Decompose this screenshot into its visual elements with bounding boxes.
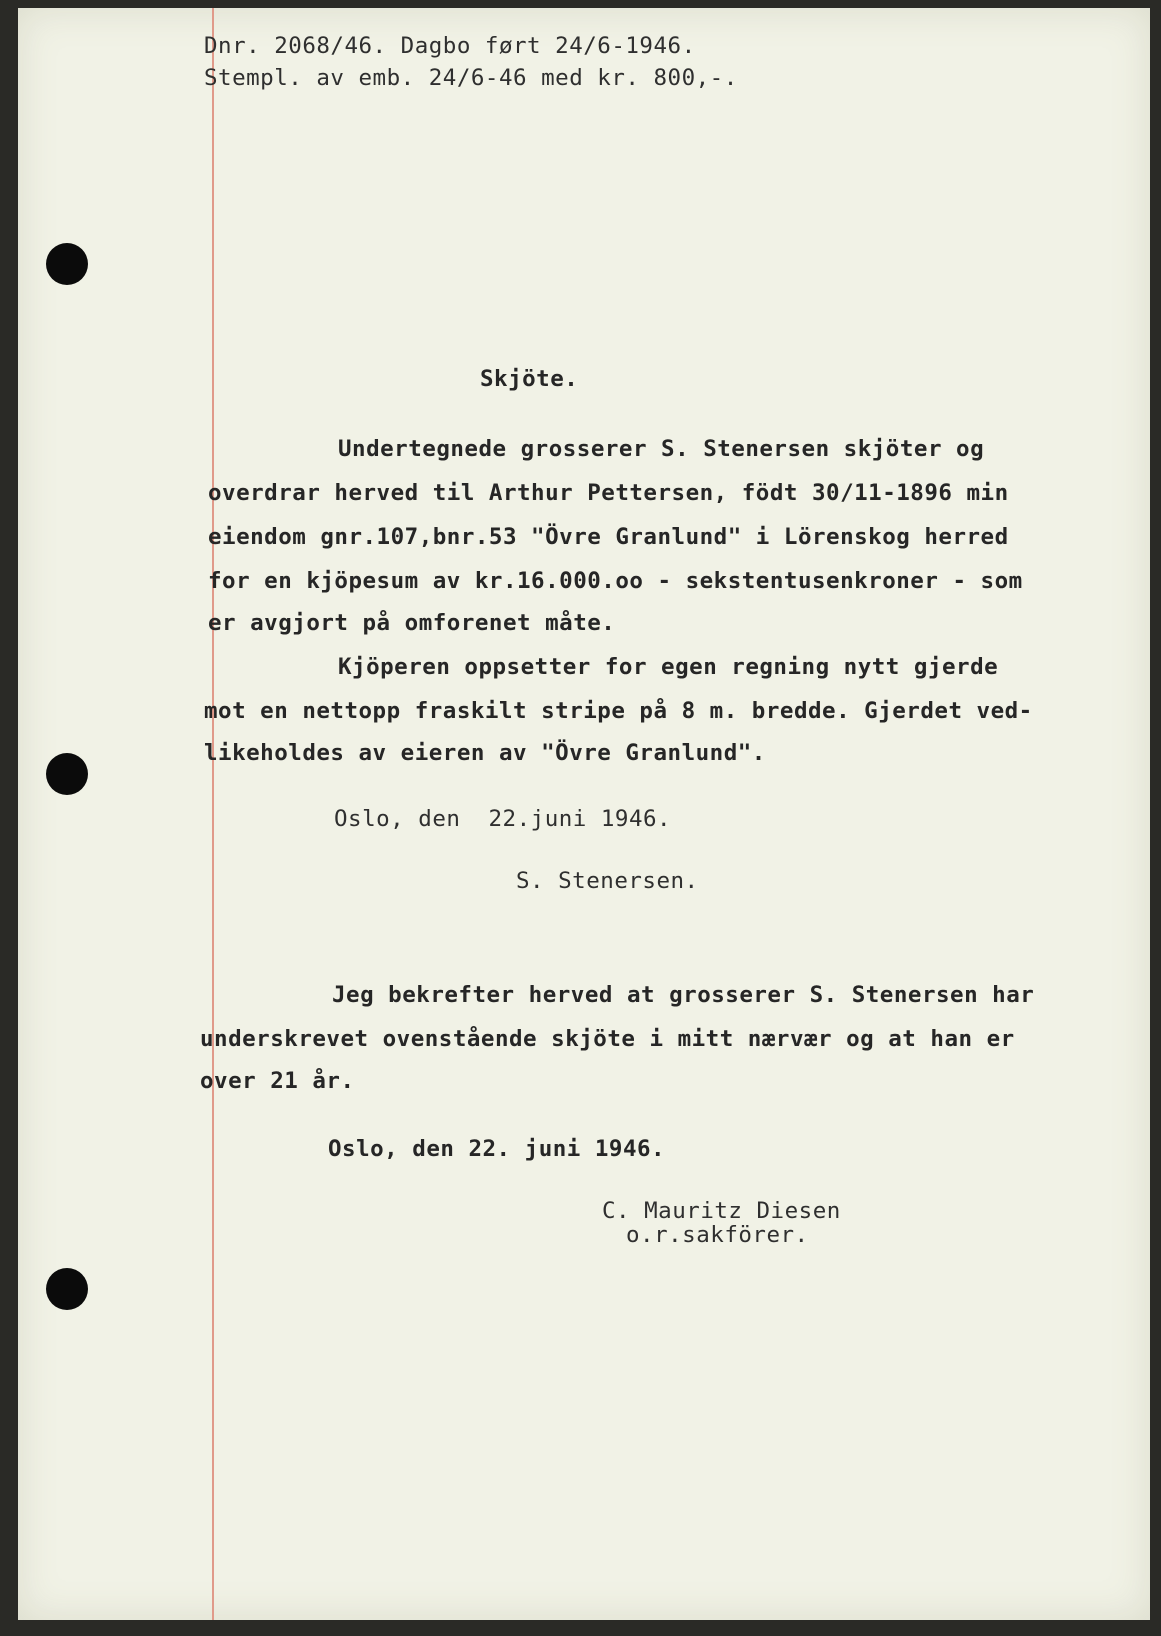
attestation-text-line: over 21 år.: [200, 1068, 355, 1094]
document-title: Skjöte.: [480, 366, 579, 392]
punch-hole: [46, 753, 88, 795]
punch-hole: [46, 1268, 88, 1310]
attestation-place-date: Oslo, den 22. juni 1946.: [328, 1136, 666, 1162]
header-registration-line: Dnr. 2068/46. Dagbo ført 24/6-1946.: [204, 33, 696, 59]
deed-text-line: eiendom gnr.107,bnr.53 "Övre Granlund" i Lörenskog herred: [208, 524, 1009, 550]
document-page: [18, 8, 1150, 1620]
attestation-text-line: Jeg bekrefter herved at grosserer S. Stenersen har: [332, 982, 1035, 1008]
deed-text-line: er avgjort på omforenet måte.: [208, 610, 616, 636]
deed-text-line: Kjöperen oppsetter for egen regning nytt gjerde: [338, 654, 999, 680]
deed-signature: S. Stenersen.: [516, 868, 699, 894]
attestation-text-line: underskrevet ovenstående skjöte i mitt nærvær og at han er: [200, 1026, 1015, 1052]
header-stamp-line: Stempl. av emb. 24/6-46 med kr. 800,-.: [204, 65, 738, 91]
punch-hole: [46, 243, 88, 285]
deed-place-date: Oslo, den 22.juni 1946.: [334, 806, 672, 832]
deed-text-line: Undertegnede grosserer S. Stenersen skjöter og: [338, 436, 985, 462]
deed-text-line: overdrar herved til Arthur Pettersen, födt 30/11-1896 min: [208, 480, 1009, 506]
attestation-signer-name: C. Mauritz Diesen: [602, 1198, 841, 1224]
attestation-signer-title: o.r.sakförer.: [626, 1222, 809, 1248]
deed-text-line: for en kjöpesum av kr.16.000.oo - sekstentusenkroner - som: [208, 568, 1023, 594]
deed-text-line: mot en nettopp fraskilt stripe på 8 m. bredde. Gjerdet ved-: [204, 698, 1033, 724]
margin-line: [212, 8, 214, 1620]
deed-text-line: likeholdes av eieren av "Övre Granlund".: [204, 740, 766, 766]
